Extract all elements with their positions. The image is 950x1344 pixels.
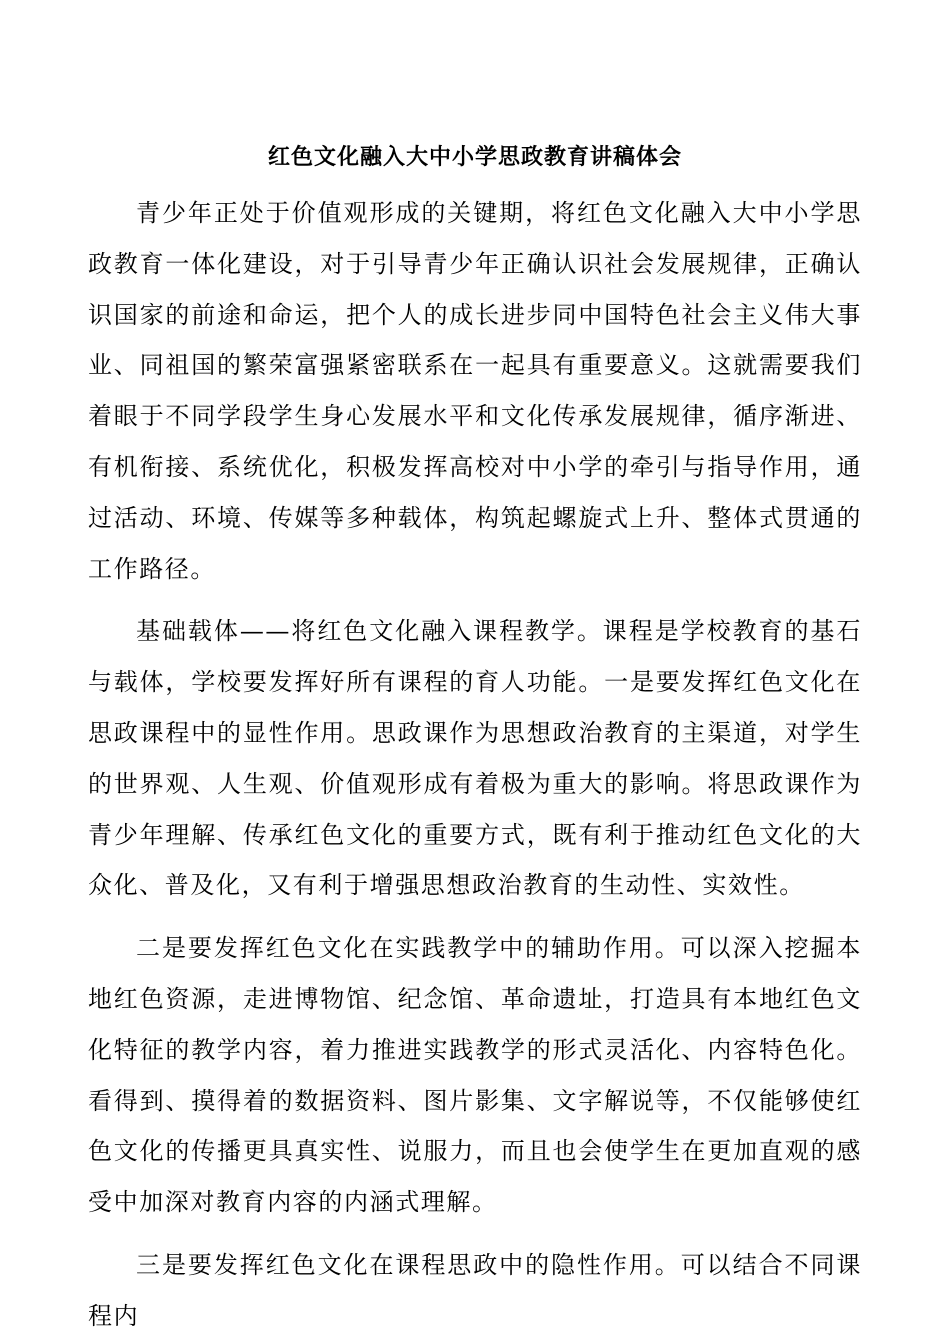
document-body: [88, 188, 862, 1330]
document-title: 红色文化融入大中小学思政教育讲稿体会: [267, 144, 682, 170]
paragraph-1: 青少年正处于价值观形成的关键期，将红色文化融入大中小学思政教育一体化建设，对于引导青少年正确认识社会发展规律，正确认识国家的前途和命运，把个人的成长进步同中国特色社会主义伟大事业、同祖国的繁荣富强紧密联系在一起具有重要意义。这就需要我们着眼于不同学段学生身心发展水平和文化传承发展规律，循序渐进、有机衔接、系统优化，积极发挥高校对中小学的牵引与指导作用，通过活动、环境、传媒等多种载体，构筑起螺旋式上升、整体式贯通的工作路径。: [88, 199, 862, 583]
paragraph-3: 二是要发挥红色文化在实践教学中的辅助作用。可以深入挖掘本地红色资源，走进博物馆、纪念馆、革命遗址，打造具有本地红色文化特征的教学内容，着力推进实践教学的形式灵活化、内容特色化。看得到、摸得着的数据资料、图片影集、文字解说等，不仅能够使红色文化的传播更具真实性、说服力，而且也会使学生在更加直观的感受中加深对教育内容的内涵式理解。: [88, 934, 862, 1217]
paragraph-2: 基础载体——将红色文化融入课程教学。课程是学校教育的基石与载体，学校要发挥好所有课程的育人功能。一是要发挥红色文化在思政课程中的显性作用。思政课作为思想政治教育的主渠道，对学生的世界观、人生观、价值观形成有着极为重大的影响。将思政课作为青少年理解、传承红色文化的重要方式，既有利于推动红色文化的大众化、普及化，又有利于增强思想政治教育的生动性、实效性。: [88, 617, 862, 900]
paragraph-4: 三是要发挥红色文化在课程思政中的隐性作用。可以结合不同课程内: [88, 1250, 862, 1330]
